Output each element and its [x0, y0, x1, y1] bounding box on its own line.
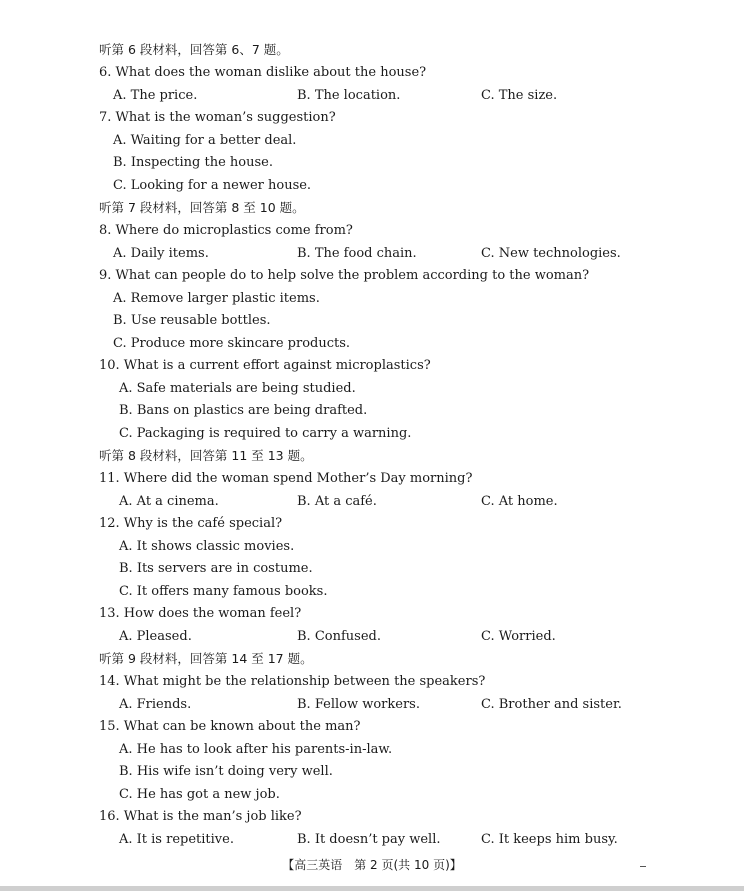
option-c: C. He has got a new job. [119, 787, 280, 802]
option-b: B. The food chain. [297, 246, 417, 261]
option-c: C. It offers many famous books. [119, 584, 328, 599]
section-heading: 听第 7 段材料，回答第 8 至 10 题。 [99, 200, 305, 215]
option-b: B. Its servers are in costume. [119, 561, 313, 576]
option-b: B. Bans on plastics are being drafted. [119, 403, 368, 418]
option-a: A. The price. [113, 88, 198, 103]
option-c: C. Brother and sister. [481, 697, 622, 712]
option-a: A. Pleased. [119, 629, 192, 644]
question-6-stem: 6. What does the woman dislike about the house? [99, 65, 427, 80]
option-b: B. Fellow workers. [297, 697, 420, 712]
section-heading: 听第 6 段材料，回答第 6、7 题。 [99, 42, 289, 57]
option-a: A. Waiting for a better deal. [113, 133, 297, 148]
option-a: A. It shows classic movies. [119, 539, 295, 554]
option-a: A. At a cinema. [119, 494, 219, 509]
question-8-stem: 8. Where do microplastics come from? [99, 223, 353, 238]
option-c: C. The size. [481, 88, 558, 103]
question-14-stem: 14. What might be the relationship between the speakers? [99, 674, 486, 689]
section-heading: 听第 9 段材料，回答第 14 至 17 题。 [99, 651, 313, 666]
option-c: C. It keeps him busy. [481, 832, 618, 847]
option-a: A. Safe materials are being studied. [119, 381, 356, 396]
question-8-options [0, 244, 744, 264]
question-11-stem: 11. Where did the woman spend Mother’s Day morning? [99, 471, 473, 486]
question-16-stem: 16. What is the man’s job like? [99, 809, 302, 824]
option-b: B. The location. [297, 88, 401, 103]
question-9-stem: 9. What can people do to help solve the problem according to the woman? [99, 268, 590, 283]
option-c: C. Looking for a newer house. [113, 178, 312, 193]
option-b: B. His wife isn’t doing very well. [119, 764, 333, 779]
option-c: C. Produce more skincare products. [113, 336, 351, 351]
option-b: B. Confused. [297, 629, 381, 644]
option-a: A. He has to look after his parents-in-law. [119, 742, 393, 757]
option-a: A. Remove larger plastic items. [113, 291, 320, 306]
question-12-stem: 12. Why is the café special? [99, 516, 283, 531]
question-13-stem: 13. How does the woman feel? [99, 606, 302, 621]
option-b: B. At a café. [297, 494, 377, 509]
question-10-stem: 10. What is a current effort against microplastics? [99, 358, 431, 373]
question-11-options [0, 492, 744, 512]
option-c: C. New technologies. [481, 246, 621, 261]
question-7-stem: 7. What is the woman’s suggestion? [99, 110, 336, 125]
option-b: B. Inspecting the house. [113, 155, 273, 170]
option-c: C. Worried. [481, 629, 556, 644]
divider [0, 886, 744, 891]
question-14-options [0, 695, 744, 715]
option-b: B. It doesn’t pay well. [297, 832, 441, 847]
question-15-stem: 15. What can be known about the man? [99, 719, 361, 734]
question-16-options [0, 830, 744, 850]
question-6-options [0, 86, 744, 106]
option-c: C. Packaging is required to carry a warning. [119, 426, 412, 441]
option-a: A. It is repetitive. [119, 832, 234, 847]
option-a: A. Daily items. [113, 246, 209, 261]
option-c: C. At home. [481, 494, 558, 509]
option-b: B. Use reusable bottles. [113, 313, 271, 328]
option-a: A. Friends. [119, 697, 192, 712]
divider [640, 866, 646, 867]
section-heading: 听第 8 段材料，回答第 11 至 13 题。 [99, 448, 313, 463]
question-13-options [0, 627, 744, 647]
page-footer: 【高三英语 第 2 页(共 10 页)】 [282, 858, 462, 872]
